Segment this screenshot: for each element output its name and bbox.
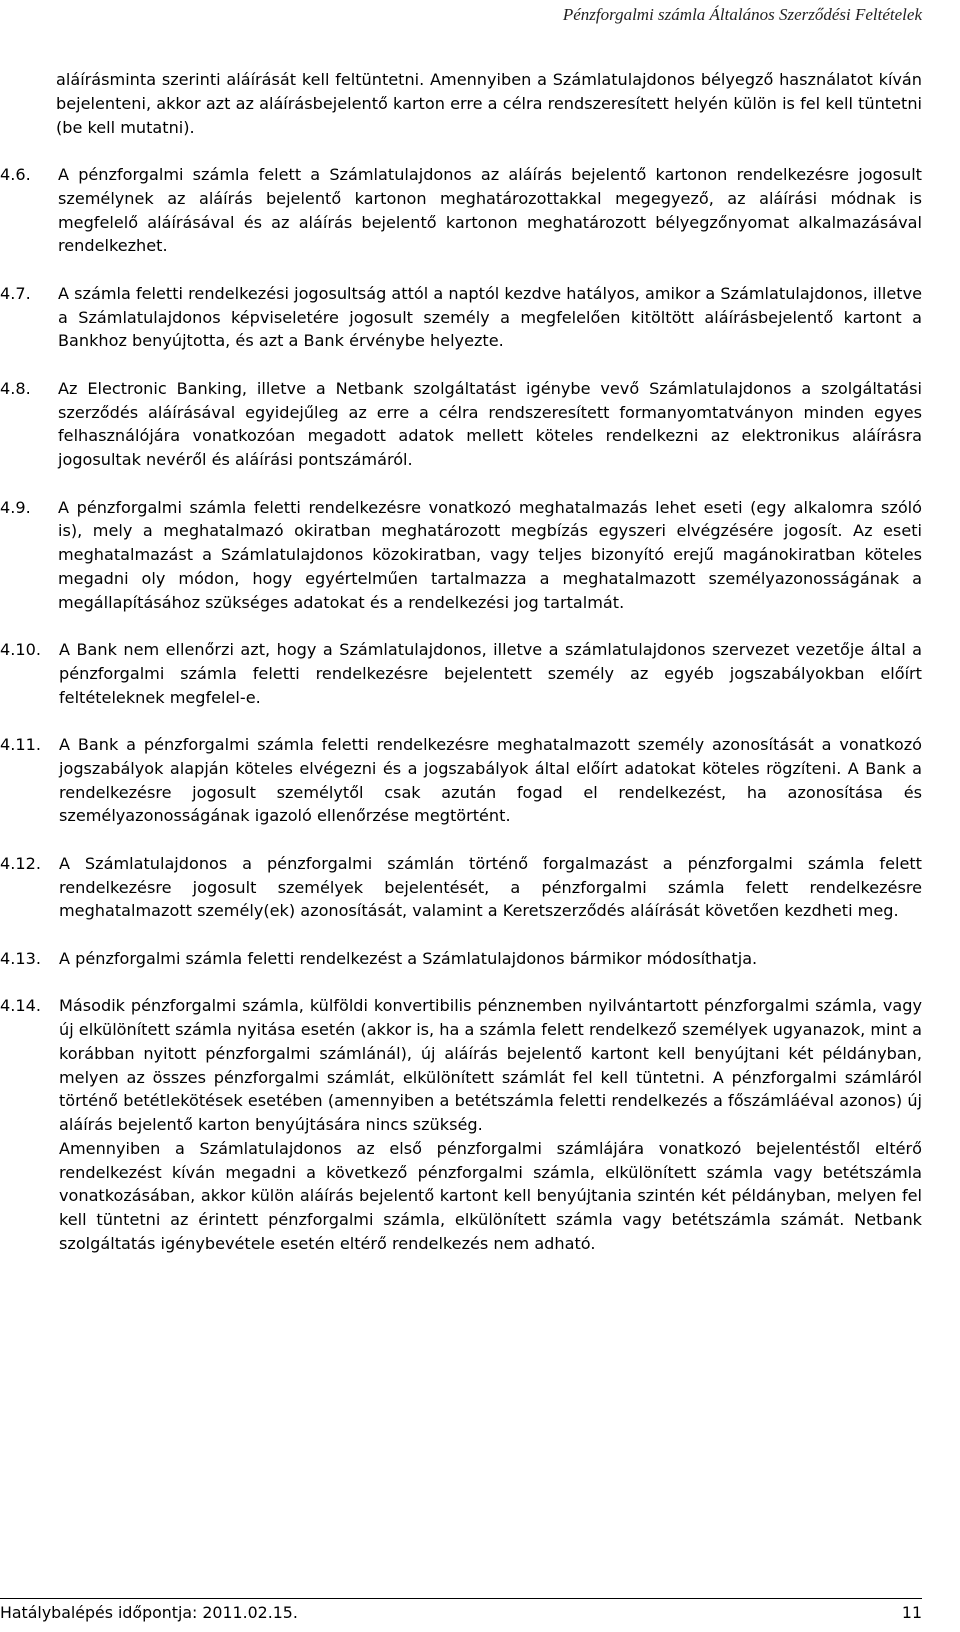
section-4-10 — [0, 638, 922, 709]
section-4-9 — [0, 496, 922, 615]
section-text: Az Electronic Banking, illetve a Netbank szolgáltatást igénybe vevő Számlatulajdonos a szolgáltatási szerződés aláírásával egyidejűleg az erre a célra rendszeresített formanyomtatványon minden egyes felhasználójára vonatkozóan megadott adatok mellett köteles rendelkezni az elektronikus aláírásra jogosultak nevéről és aláírási pontszámáról. — [58, 378, 922, 469]
section-4-13 — [0, 947, 922, 971]
section-number: 4.7. — [0, 283, 31, 303]
section-4-14 — [0, 994, 922, 1255]
section-4-7 — [0, 282, 922, 353]
section-text: A Számlatulajdonos a pénzforgalmi számlán történő forgalmazást a pénzforgalmi számla felett rendelkezésre jogosult személyek bejelentését, a pénzforgalmi számla felett rendelkezésre meghatalmazott személy(ek) azonosítását, valamint a Keretszerződés aláírását követően kezdheti meg. — [59, 853, 922, 921]
section-text — [59, 994, 922, 1255]
section-4-11 — [0, 733, 922, 828]
running-header: Pénzforgalmi számla Általános Szerződési Feltételek — [562, 5, 922, 24]
section-number: 4.14. — [0, 996, 41, 1016]
section-number: 4.12. — [0, 853, 41, 873]
section-text-part-2: Amennyiben a Számlatulajdonos az első pénzforgalmi számlájára vonatkozó bejelentéstől eltérő rendelkezést kíván megadni a következő pénzforgalmi számla, elkülönített számla vagy betétszámla vonatkozásában, akkor külön aláírás bejelentő kartont kell benyújtania szintén két példányban, melyen fel kell tüntetni az érintett pénzforgalmi számla, elkülönített számla vagy betétszámla számát. Netbank szolgáltatás igénybevétele esetén eltérő rendelkezés nem adható. — [59, 1138, 922, 1253]
footer-divider — [0, 1598, 922, 1599]
section-text: A pénzforgalmi számla felett a Számlatulajdonos az aláírás bejelentő kartonon rendelkezésre jogosult személynek az aláírás bejelentő kartonon meghatározottakkal megegyező, az aláírási módnak is megfelelő aláírásával és az aláírás bejelentő kartonon meghatározott bélyegzőnyomat alkalmazásával rendelkezhet. — [58, 165, 922, 256]
section-number: 4.11. — [0, 735, 41, 754]
effective-date: Hatálybalépés időpontja: 2011.02.15. — [0, 1603, 298, 1622]
section-text: A Bank nem ellenőrzi azt, hogy a Számlatulajdonos, illetve a számlatulajdonos szervezet vezetője által a pénzforgalmi számla feletti rendelkezésre bejelentett személy az egyéb jogszabályokban előírt feltételeknek megfelel-e. — [59, 640, 922, 707]
section-text-part-1: Második pénzforgalmi számla, külföldi konvertibilis pénznemben nyilvántartott pénzforgalmi számla, vagy új elkülönített számla nyitása esetén (akkor is, ha a számla felett rendelkező személyek ugyanazok, mint a korábban nyitott pénzforgalmi számlánál), új aláírás bejelentő kartont kell benyújtani két példányban, melyen az összes pénzforgalmi számlát, elkülönített számlát fel kell tüntetni. A pénzforgalmi számláról történő betétlekötések esetében (amennyiben a betétszámla feletti rendelkezés a főszámláéval azonos) új aláírás bejelentő karton benyújtására nincs szükség. — [59, 996, 922, 1134]
section-number: 4.8. — [0, 378, 31, 398]
continuation-paragraph: aláírásminta szerinti aláírását kell feltüntetni. Amennyiben a Számlatulajdonos bélyegző használatot kíván bejelenteni, akkor azt az aláírásbejelentő karton erre a célra rendszeresített helyén külön is fel kell tüntetni (be kell mutatni). — [56, 70, 922, 137]
section-text: A pénzforgalmi számla feletti rendelkezésre vonatkozó meghatalmazás lehet eseti (egy alkalomra szóló is), mely a meghatalmazó okiratban meghatározott megbízás egyszeri elvégzésére jogosít. Az eseti meghatalmazást a Számlatulajdonos közokiratban, vagy teljes bizonyító erejű magánokiratban köteles megadni oly módon, hogy egyértelműen tartalmazza a meghatalmazott személyazonosságának a megállapításához szükséges adatokat és a rendelkezési jog tartalmát. — [58, 497, 922, 612]
page-number: 11 — [901, 1603, 922, 1622]
section-4-6 — [0, 163, 922, 258]
section-4-12 — [0, 852, 922, 923]
section-number: 4.10. — [0, 640, 41, 659]
section-text: A Bank a pénzforgalmi számla feletti rendelkezésre meghatalmazott személy azonosítását a vonatkozó jogszabályok alapján köteles elvégezni és a jogszabályok által előírt adatokat köteles rögzíteni. A Bank a rendelkezésre jogosult személytől csak azután fogad el rendelkezést, ha azonosítása és személyazonosságának igazoló ellenőrzése megtörtént. — [59, 735, 922, 826]
document-body — [0, 68, 960, 1279]
section-text: A számla feletti rendelkezési jogosultság attól a naptól kezdve hatályos, amikor a Számlatulajdonos, illetve a Számlatulajdonos képviseletére jogosult személy a megfelelően kitöltött aláírásbejelentő kartont a Bankhoz benyújtotta, és azt a Bank érvénybe helyezte. — [58, 283, 922, 351]
section-number: 4.13. — [0, 948, 41, 968]
section-4-8 — [0, 377, 922, 472]
section-number: 4.9. — [0, 497, 31, 517]
section-text: A pénzforgalmi számla feletti rendelkezést a Számlatulajdonos bármikor módosíthatja. — [59, 948, 758, 968]
section-number: 4.6. — [0, 165, 31, 184]
